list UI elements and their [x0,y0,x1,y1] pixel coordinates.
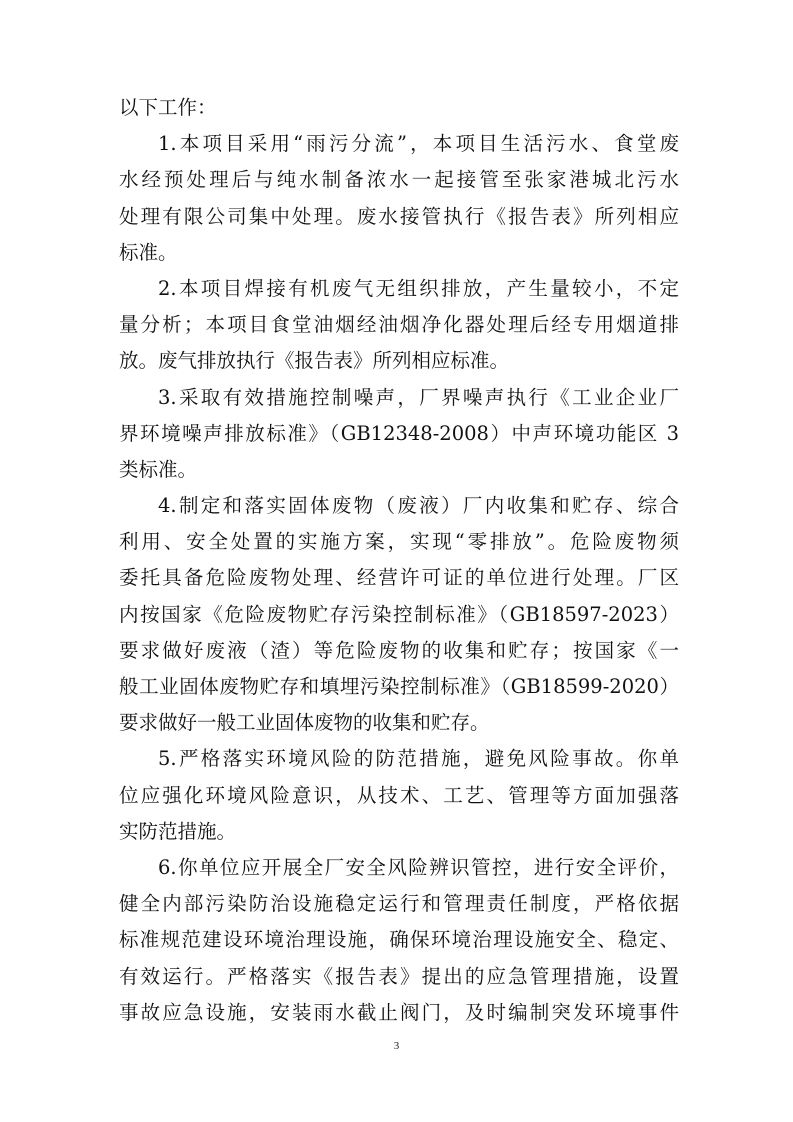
text-line: 以下工作： [119,96,217,119]
page-number: 3 [393,1040,400,1052]
text-line: 有效运行。严格落实《报告表》提出的应急管理措施，设置 [119,964,679,988]
text-line: 事故应急设施，安装雨水截止阀门，及时编制突发环境事件 [119,1000,679,1024]
text-line: 放。废气排放执行《报告表》所列相应标准。 [119,349,510,373]
text-line: 标准。 [119,240,178,264]
text-line: 委托具备危险废物处理、经营许可证的单位进行处理。厂区 [119,566,679,590]
text-line: 要求做好废液（渣）等危险废物的收集和贮存；按国家《一 [119,638,679,662]
text-line: 实防范措施。 [119,819,237,843]
text-line: 类标准。 [119,457,198,481]
text-line: 量分析；本项目食堂油烟经油烟净化器处理后经专用烟道排 [119,313,679,337]
text-line: 4.制定和落实固体废物（废液）厂内收集和贮存、综合 [158,494,679,518]
text-line: 6.你单位应开展全厂安全风险辨识管控，进行安全评价， [158,855,679,879]
document-body [119,90,679,1031]
text-line: 利用、安全处置的实施方案，实现“零排放”。危险废物须 [119,530,679,554]
text-line: 界环境噪声排放标准》（GB12348-2008）中声环境功能区 3 [119,421,679,445]
text-line: 2.本项目焊接有机废气无组织排放，产生量较小，不定 [158,276,679,300]
text-line: 水经预处理后与纯水制备浓水一起接管至张家港城北污水 [119,168,679,192]
text-line: 健全内部污染防治设施稳定运行和管理责任制度，严格依据 [119,892,679,916]
text-line: 般工业固体废物贮存和填埋污染控制标准》（GB18599-2020） [119,675,679,698]
text-line: 位应强化环境风险意识，从技术、工艺、管理等方面加强落 [119,783,679,807]
text-line: 内按国家《危险废物贮存污染控制标准》（GB18597-2023） [119,602,679,626]
text-line: 要求做好一般工业固体废物的收集和贮存。 [119,711,490,735]
text-line: 标准规范建设环境治理设施，确保环境治理设施安全、稳定、 [119,928,679,952]
text-line: 处理有限公司集中处理。废水接管执行《报告表》所列相应 [119,204,679,228]
text-line: 3.采取有效措施控制噪声，厂界噪声执行《工业企业厂 [158,385,679,409]
text-line: 1.本项目采用“雨污分流”，本项目生活污水、食堂废 [158,132,679,156]
text-line: 5.严格落实环境风险的防范措施，避免风险事故。你单 [158,747,679,771]
